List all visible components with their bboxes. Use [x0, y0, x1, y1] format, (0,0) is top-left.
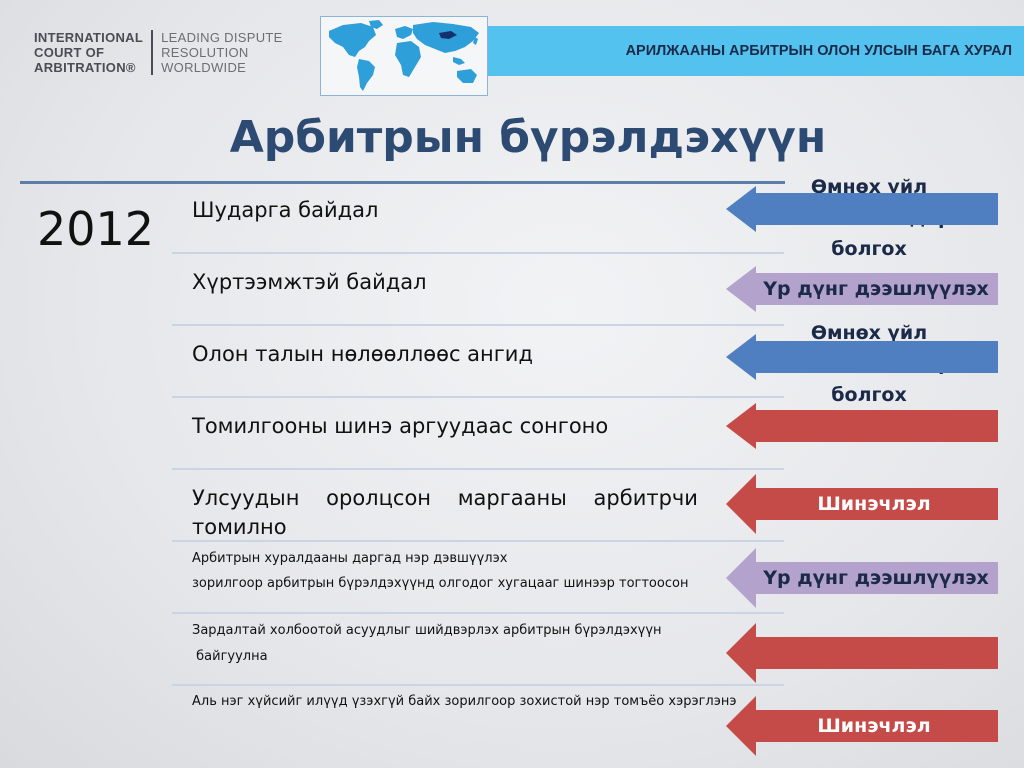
logo-right-line: RESOLUTION: [161, 45, 249, 60]
row-divider: [172, 252, 784, 254]
list-item: Арбитрын хуралдааны даргад нэр дэвшүүлэх: [192, 551, 508, 566]
list-item: Улсуудын оролцсон маргааны арбитрчи: [192, 486, 698, 510]
row-divider: [172, 684, 784, 686]
logo-left-line: ARBITRATION®: [34, 60, 136, 75]
left-arrow-icon: [726, 334, 998, 380]
logo-tagline: [153, 30, 283, 75]
list-item: Зардалтай холбоотой асуудлыг шийдвэрлэх арбитрын бүрэлдэхүүн: [192, 623, 662, 638]
arrow-label: Шинэчлэл: [817, 715, 931, 737]
row-divider: [172, 468, 784, 470]
arrow-label: болгох: [831, 384, 907, 406]
list-item: Олон талын нөлөөллөөс ангид: [192, 342, 533, 366]
arrow-label: Шинэчлэл: [817, 493, 931, 515]
logo-left-line: COURT OF: [34, 45, 105, 60]
arrow-callout-8: [726, 696, 998, 756]
row-divider: [172, 396, 784, 398]
list-item: Шударга байдал: [192, 198, 379, 222]
left-arrow-icon: [726, 186, 998, 232]
world-map-image: [320, 16, 488, 96]
list-item: Аль нэг хүйсийг илүүд үзэхгүй байх зорилгоор зохистой нэр томъёо хэрэглэнэ: [192, 694, 737, 709]
world-map-icon: [321, 17, 487, 95]
banner-text: АРИЛЖААНЫ АРБИТРЫН ОЛОН УЛСЫН БАГА ХУРАЛ: [625, 43, 1012, 59]
logo-name: [34, 30, 153, 75]
title-divider: [20, 181, 785, 184]
conference-banner: [488, 26, 1024, 76]
logo-right-line: LEADING DISPUTE: [161, 30, 283, 45]
icc-logo: [34, 30, 283, 75]
arrow-callout-3: [726, 334, 998, 380]
arrow-callout-5: [726, 474, 998, 534]
arrow-callout-1: [726, 186, 998, 232]
list-item-continuation: байгуулна: [192, 649, 268, 664]
row-divider: [172, 540, 784, 542]
arrow-label: Өмнөх үйл: [810, 322, 928, 344]
list-item-continuation: томилно: [192, 515, 287, 539]
row-divider: [172, 612, 784, 614]
arrow-label: Үр дүнг дээшлүүлэх: [763, 278, 989, 300]
list-item: Хүртээмжтэй байдал: [192, 270, 427, 294]
logo-left-line: INTERNATIONAL: [34, 30, 144, 45]
arrow-callout-2: [726, 266, 998, 312]
arrow-label: болгох: [831, 238, 907, 260]
arrow-label: Үр дүнг дээшлүүлэх: [763, 567, 989, 589]
row-divider: [172, 324, 784, 326]
arrow-callout-4: [726, 403, 998, 449]
arrow-label: Өмнөх үйл: [810, 176, 928, 198]
arrow-callout-7: [726, 623, 998, 683]
list-item-continuation: зорилгоор арбитрын бүрэлдэхүүнд олгодог хугацааг шинээр тогтоосон: [192, 576, 689, 591]
left-arrow-icon: [726, 623, 998, 683]
arrow-callout-6: [726, 548, 998, 608]
left-arrow-icon: [726, 403, 998, 449]
logo-right-line: WORLDWIDE: [161, 60, 247, 75]
year-label: 2012: [37, 202, 155, 256]
list-item: Томилгооны шинэ аргуудаас сонгоно: [192, 414, 609, 438]
page-title: Арбитрын бүрэлдэхүүн: [229, 112, 827, 163]
